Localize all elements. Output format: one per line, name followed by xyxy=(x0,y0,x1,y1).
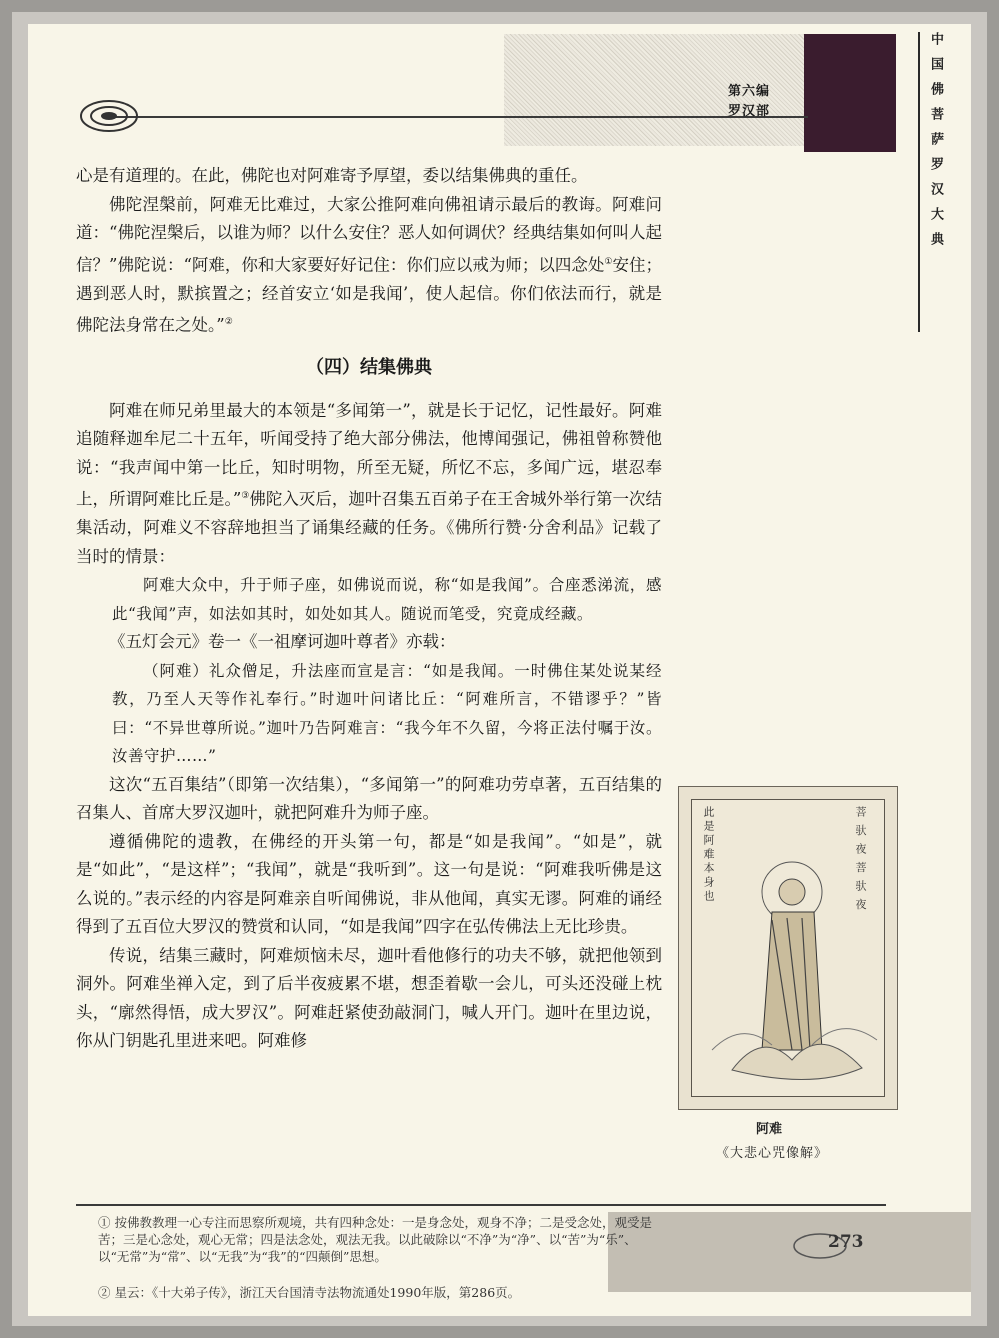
paragraph: 这次“五百集结”（即第一次结集），“多闻第一”的阿难功劳卓著，五百结集的召集人、首席大罗汉迦叶，就把阿难升为师子座。 xyxy=(76,774,662,822)
paragraph: 《五灯会元》卷一《一祖摩诃迦叶尊者》亦载： xyxy=(109,632,456,651)
illustration-inscription: 此是阿难本身也 xyxy=(702,806,715,904)
page-number: 273 xyxy=(828,1232,864,1252)
illustration-caption-source: 《大悲心咒像解》 xyxy=(716,1146,829,1161)
footnote-ref: ② xyxy=(224,317,233,327)
paragraph: 传说，结集三藏时，阿难烦恼未尽，迦叶看他修行的功夫不够，就把他领到洞外。阿难坐禅入定，到了后半夜疲累不堪，想歪着歇一会儿，可头还没碰上枕头，“廓然得悟，成大罗汉”。阿难赶紧使劲敲洞门，喊人开门。迦叶在里边说，你从门钥匙孔里进来吧。阿难修 xyxy=(76,945,662,1050)
cloud-ornament-icon xyxy=(78,96,140,136)
footnote-ref: ③ xyxy=(241,491,250,501)
ananda-illustration xyxy=(678,786,898,1110)
main-text-column xyxy=(76,162,662,1056)
block-quote: 阿难大众中，升于师子座，如佛说而说，称“如是我闻”。合座悉涕流，感此“我闻”声，如法如其时，如处如其人。随说而笔受，究竟成经藏。 xyxy=(112,576,662,623)
footnote-rule xyxy=(76,1204,886,1206)
illustration-frame xyxy=(691,799,885,1097)
header-dark-block xyxy=(804,34,896,152)
section-label-part: 第六编 xyxy=(728,84,771,99)
footnote-1: ① 按佛教教理一心专注而思察所观境，共有四种念处：一是身念处，观身不净；二是受念处，观受是苦；三是心念处，观心无常；四是法念处，观法无我。以此破除以“不净”为“净”、以“苦”为“乐”、以“无常”为“常”、以“无我”为“我”的“四颠倒”思想。 xyxy=(98,1215,652,1264)
header-rule xyxy=(108,116,808,118)
monk-figure-icon xyxy=(692,800,884,1096)
illustration-inscription-right: 菩 驮 夜 菩 驮 夜 xyxy=(854,806,867,912)
book-page xyxy=(28,24,971,1316)
footnote-ref: ① xyxy=(604,256,613,267)
header-texture xyxy=(504,34,834,146)
paragraph: 遵循佛陀的遗教，在佛经的开头第一句，都是“如是我闻”。“如是”，就是“如此”，“是这样”；“我闻”，就是“我听到”。这一句是说：“阿难我听佛是这么说的。”表示经的内容是阿难亲自听闻佛说，非从他闻，真实无谬。阿难的诵经得到了五百位大罗汉的赞赏和认同，“如是我闻”四字在弘传佛法上无比珍贵。 xyxy=(76,831,662,936)
paragraph: 心是有道理的。在此，佛陀也对阿难寄予厚望，委以结集佛典的重任。 xyxy=(76,166,588,185)
paragraph: 阿难在师兄弟里最大的本领是“多闻第一”，就是长于记忆，记性最好。阿难追随释迦牟尼二十五年，听闻受持了绝大部分佛法，他博闻强记，佛祖曾称赞他说：“我声闻中第一比丘，知时明物，所至无疑，所忆不忘，多闻广远，堪忍奉上，所谓阿难比丘是。”③佛陀入灭后，迦叶召集五百弟子在王舍城外举行第一次结集活动，阿难义不容辞地担当了诵集经藏的任务。《佛所行赞·分舍利品》记载了当时的情景： xyxy=(76,400,663,566)
vertical-book-title: 中国佛菩萨罗汉大典 xyxy=(928,32,943,257)
block-quote: （阿难）礼众僧足，升法座而宣是言：“如是我闻。一时佛住某处说某经教，乃至人天等作礼奉行。”时迦叶问诸比丘：“阿难所言，不错谬乎？”皆曰：“不异世尊所说。”迦叶乃告阿难言：“我今年不久留，今将正法付嘱于汝。汝善守护……” xyxy=(112,661,662,765)
paragraph: 佛陀涅槃前，阿难无比难过，大家公推阿难向佛祖请示最后的教诲。阿难问道：“佛陀涅槃后，以谁为师？以什么安住？恶人如何调伏？经典结集如何叫人起信？”佛陀说：“阿难，你和大家要好好记住：你们应以戒为师；以四念处①安住；遇到恶人时，默摈置之；经首安立‘如是我闻’，使人起信。你们依法而行，就是佛陀法身常在之处。”② xyxy=(76,194,663,335)
vertical-title-rule xyxy=(918,32,920,332)
illustration-caption-name: 阿难 xyxy=(756,1122,783,1137)
footnote-2: ② 星云：《十大弟子传》，浙江天台国清寺法物流通处1990年版，第286页。 xyxy=(98,1285,521,1300)
section-heading: （四）结集佛典 xyxy=(306,357,432,378)
section-label-name: 罗汉部 xyxy=(728,104,771,119)
